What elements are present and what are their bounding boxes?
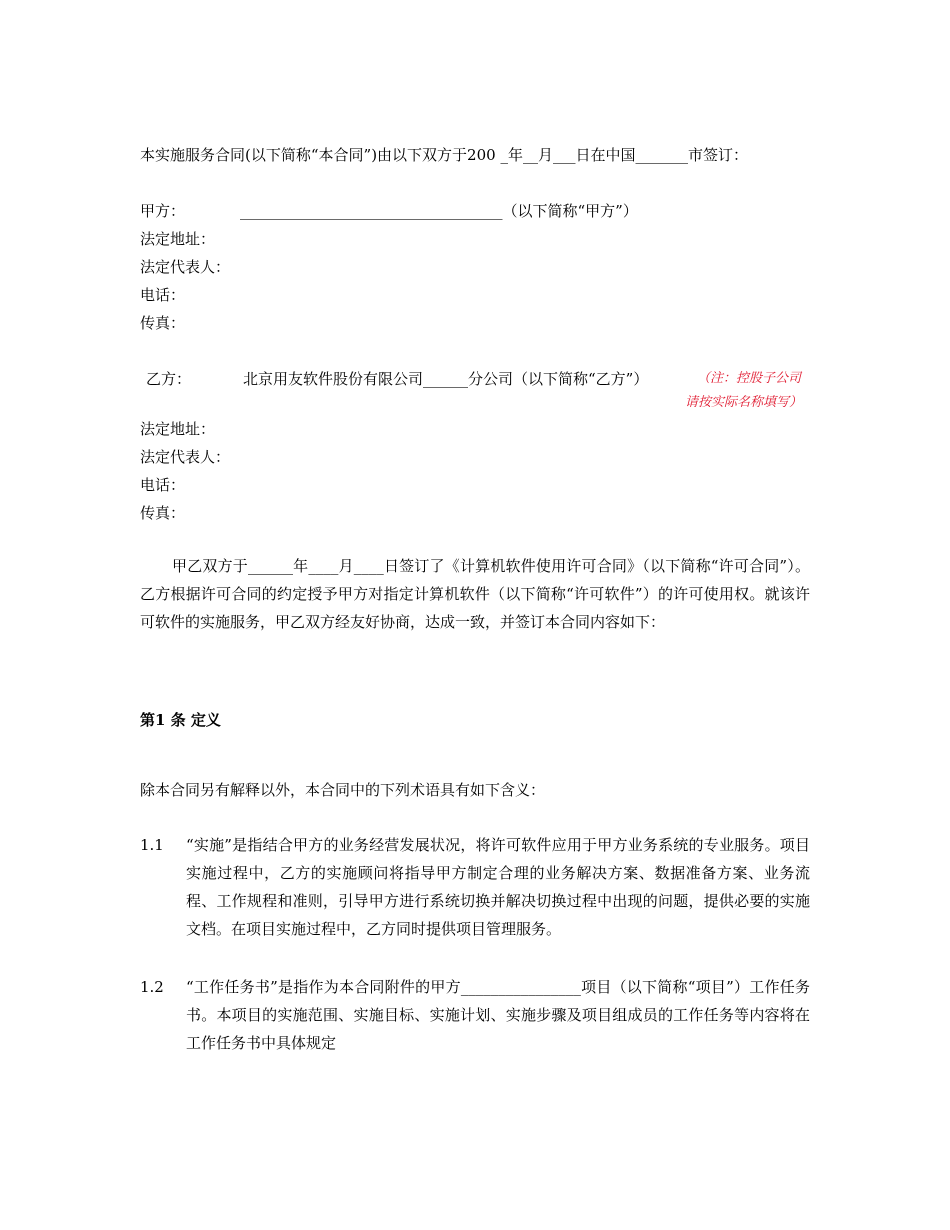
- party-b-note-line2: 请按实际名称填写）: [685, 395, 803, 410]
- recital-paragraph: 甲乙双方于______年____月____日签订了《计算机软件使用许可合同》（以下简称“许可合同”）。乙方根据许可合同的约定授予甲方对指定计算机软件（以下简称“许可软件”）的许可使用权。就该许可软件的实施服务，甲乙双方经友好协商，达成一致，并签订本合同内容如下：: [140, 557, 810, 631]
- party-a-representative-label: 法定代表人：: [140, 258, 231, 276]
- contract-intro: 本实施服务合同(以下简称“本合同”)由以下双方于200 _年__月___日在中国_______市签订：: [140, 146, 748, 164]
- party-b-phone-label: 电话：: [140, 476, 186, 494]
- party-a-phone-label: 电话：: [140, 286, 186, 304]
- clause-text: “工作任务书”是指作为本合同附件的甲方________________项目（以下简称“项目”）工作任务书。本项目的实施范围、实施目标、实施计划、实施步骤及项目组成员的工作任务等内容将在工作任务书中具体规定: [186, 978, 810, 1052]
- party-b-note-line1: （注：控股子公司: [697, 371, 802, 386]
- party-b-address-label: 法定地址：: [140, 420, 216, 438]
- party-b-representative-label: 法定代表人：: [140, 448, 231, 466]
- party-a-label: 甲方：: [140, 202, 186, 220]
- clause-number: 1.2: [140, 978, 164, 996]
- party-b-fax-label: 传真：: [140, 504, 186, 522]
- party-a-address-label: 法定地址：: [140, 230, 216, 248]
- article-1-heading: 第1 条 定义: [140, 711, 221, 729]
- party-b-label: 乙方：: [146, 370, 192, 388]
- party-a-fax-label: 传真：: [140, 314, 186, 332]
- clause-text: “实施”是指结合甲方的业务经营发展状况，将许可软件应用于甲方业务系统的专业服务。项目实施过程中，乙方的实施顾问将指导甲方制定合理的业务解决方案、数据准备方案、业务流程、工作规程和准则，引导甲方进行系统切换并解决切换过程中出现的问题，提供必要的实施文档。在项目实施过程中，乙方同时提供项目管理服务。: [186, 836, 810, 938]
- party-a-name-blank: ___________________________________（以下简称“甲方”）: [240, 202, 638, 220]
- clause-1-2: [140, 973, 810, 1057]
- clause-number: 1.1: [140, 836, 164, 854]
- article-1-lead: 除本合同另有解释以外，本合同中的下列术语具有如下含义：: [140, 781, 546, 799]
- clause-1-1: [140, 831, 810, 943]
- party-b-name: 北京用友软件股份有限公司______分公司（以下简称“乙方”）: [243, 370, 649, 388]
